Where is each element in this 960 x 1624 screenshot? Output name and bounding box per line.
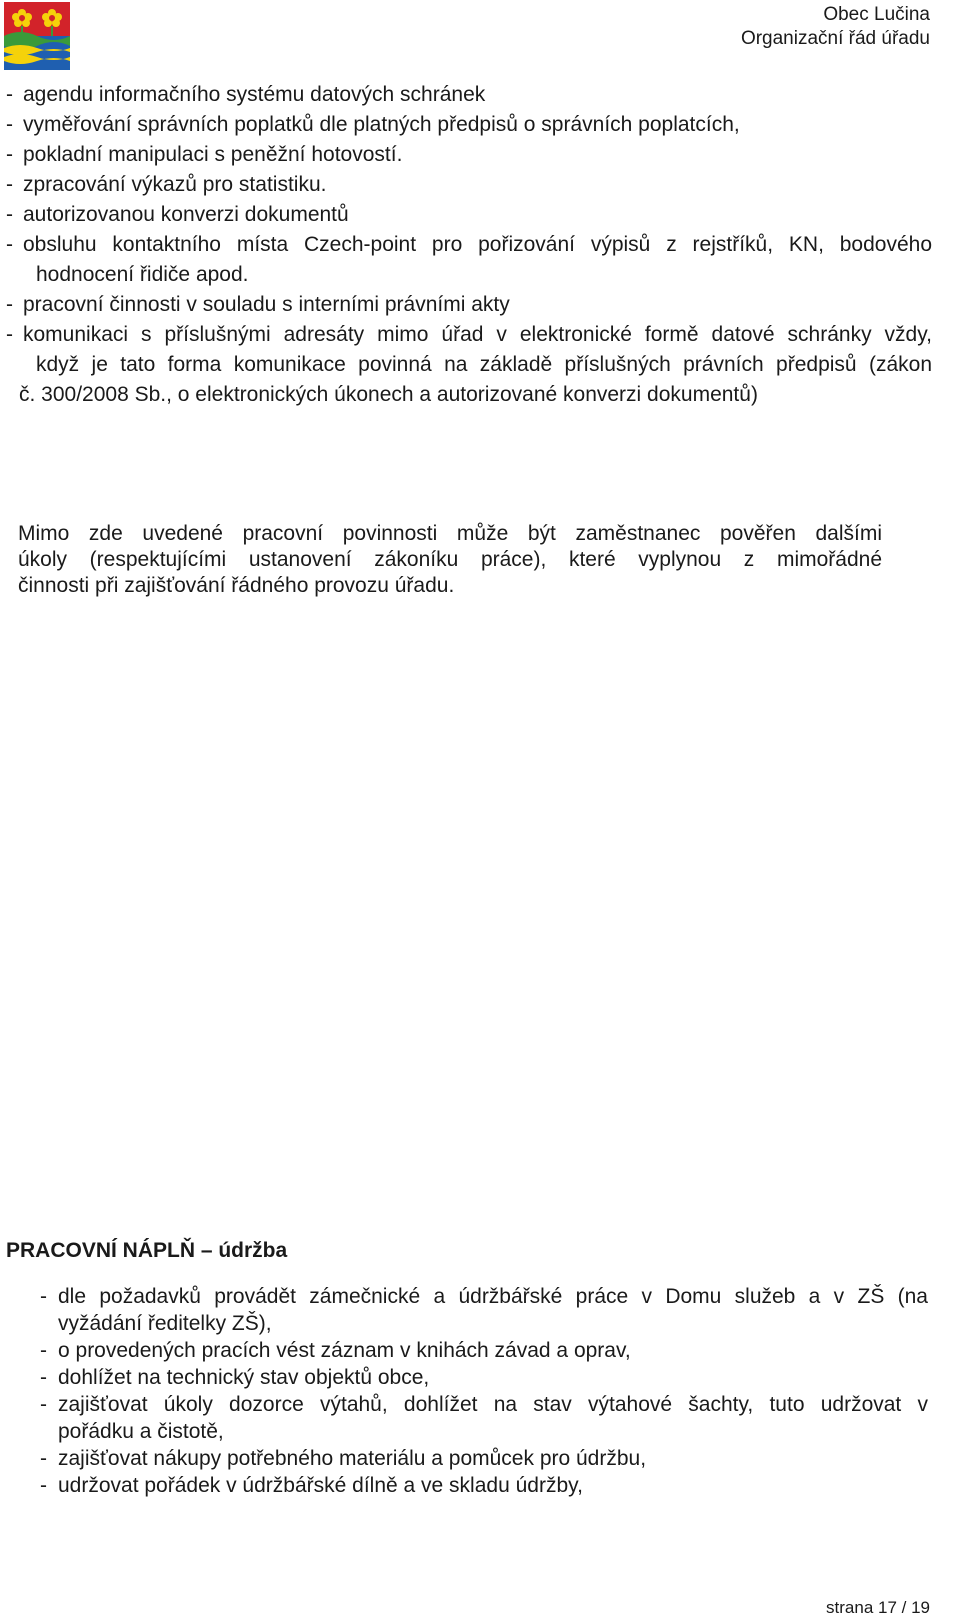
list-item: - autorizovanou konverzi dokumentů bbox=[6, 203, 349, 226]
list-item: - agendu informačního systému datových schránek bbox=[6, 83, 486, 106]
maintenance-duties-list bbox=[40, 1283, 928, 1499]
list-item: - pokladní manipulaci s peněžní hotovostí. bbox=[6, 143, 403, 166]
list-item: - obsluhu kontaktního místa Czech-point pro pořizování výpisů z rejstříků, KN, bodového hodnocení řidiče apod. bbox=[6, 233, 932, 286]
municipality-coat-of-arms-logo bbox=[4, 2, 70, 70]
list-item: - o provedených pracích vést záznam v knihách závad a oprav, bbox=[40, 1339, 631, 1362]
header-document-title: Organizační řád úřadu bbox=[740, 28, 930, 49]
duties-list bbox=[6, 80, 932, 410]
additional-duties-paragraph: Mimo zde uvedené pracovní povinnosti může být zaměstnanec pověřen dalšími úkoly (respektujícími ustanovení zákoníku práce), které vyplynou z mimořádné činnosti při zajišťování řádného provozu úřadu. bbox=[18, 522, 882, 597]
section-title-maintenance: PRACOVNÍ NÁPLŇ – údržba bbox=[6, 1239, 288, 1262]
list-item: - vyměřování správních poplatků dle platných předpisů o správních poplatcích, bbox=[6, 113, 740, 136]
list-item: - zpracování výkazů pro statistiku. bbox=[6, 173, 327, 196]
page-number: strana 17 / 19 bbox=[826, 1598, 930, 1617]
list-item: - zajišťovat úkoly dozorce výtahů, dohlížet na stav výtahové šachty, tuto udržovat v pořádku a čistotě, bbox=[40, 1393, 928, 1443]
header-municipality: Obec Lučina bbox=[823, 4, 930, 25]
list-item: - komunikaci s příslušnými adresáty mimo úřad v elektronické formě datové schránky vždy, když je tato forma komunikace povinná na základě příslušných právních předpisů (zákon č. 300/2008 Sb., o elektronických úkonech a autorizované konverzi dokumentů) bbox=[6, 323, 932, 406]
list-item: - zajišťovat nákupy potřebného materiálu a pomůcek pro údržbu, bbox=[40, 1447, 647, 1470]
list-item: - dle požadavků provádět zámečnické a údržbářské práce v Domu služeb a v ZŠ (na vyžádání ředitelky ZŠ), bbox=[40, 1285, 928, 1335]
list-item: - dohlížet na technický stav objektů obce, bbox=[40, 1366, 430, 1389]
list-item: - udržovat pořádek v údržbářské dílně a ve skladu údržby, bbox=[40, 1474, 583, 1497]
list-item: - pracovní činnosti v souladu s interními právními akty bbox=[6, 293, 510, 316]
